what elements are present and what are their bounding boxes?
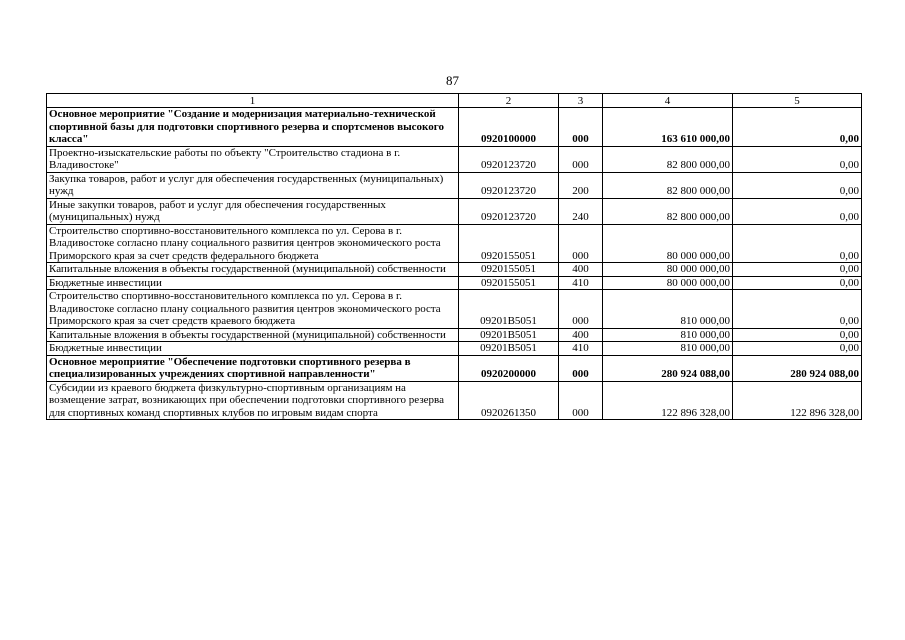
budget-table [46, 93, 862, 420]
row-kind-cell: 400 [559, 328, 603, 342]
row-code-cell: 0920155051 [459, 276, 559, 290]
column-header: 2 [459, 94, 559, 108]
row-name-cell: Иные закупки товаров, работ и услуг для обеспечения государственных (муниципальных) нужд [47, 198, 459, 224]
row-amount-2-cell: 0,00 [733, 263, 862, 277]
row-amount-2-cell: 0,00 [733, 224, 862, 263]
row-name-cell: Капитальные вложения в объекты государственной (муниципальной) собственности [47, 328, 459, 342]
row-code-cell: 0920123720 [459, 146, 559, 172]
row-kind-cell: 000 [559, 381, 603, 420]
row-code-cell: 09201B5051 [459, 290, 559, 329]
table-row [47, 355, 862, 381]
row-amount-1-cell: 82 800 000,00 [603, 146, 733, 172]
row-amount-2-cell: 280 924 088,00 [733, 355, 862, 381]
row-code-cell: 0920123720 [459, 172, 559, 198]
row-kind-cell: 410 [559, 276, 603, 290]
table-row [47, 328, 862, 342]
table-row [47, 276, 862, 290]
row-amount-2-cell: 0,00 [733, 172, 862, 198]
column-header: 1 [47, 94, 459, 108]
row-name-cell: Капитальные вложения в объекты государственной (муниципальной) собственности [47, 263, 459, 277]
table-row [47, 146, 862, 172]
row-kind-cell: 000 [559, 146, 603, 172]
column-header: 4 [603, 94, 733, 108]
row-code-cell: 09201B5051 [459, 328, 559, 342]
table-row [47, 224, 862, 263]
table-row [47, 342, 862, 356]
row-kind-cell: 400 [559, 263, 603, 277]
row-amount-1-cell: 80 000 000,00 [603, 224, 733, 263]
row-amount-2-cell: 0,00 [733, 290, 862, 329]
row-amount-1-cell: 280 924 088,00 [603, 355, 733, 381]
row-kind-cell: 000 [559, 224, 603, 263]
row-code-cell: 0920200000 [459, 355, 559, 381]
table-row [47, 263, 862, 277]
row-name-cell: Основное мероприятие "Создание и модернизация материально-технической спортивной базы для подготовки спортивного резерва и спортсменов высокого класса" [47, 108, 459, 147]
table-row [47, 198, 862, 224]
row-amount-2-cell: 122 896 328,00 [733, 381, 862, 420]
row-amount-2-cell: 0,00 [733, 328, 862, 342]
row-code-cell: 0920155051 [459, 224, 559, 263]
row-code-cell: 0920100000 [459, 108, 559, 147]
table-row [47, 108, 862, 147]
row-amount-2-cell: 0,00 [733, 198, 862, 224]
row-kind-cell: 410 [559, 342, 603, 356]
row-name-cell: Проектно-изыскательские работы по объекту "Строительство стадиона в г. Владивостоке" [47, 146, 459, 172]
row-amount-1-cell: 810 000,00 [603, 328, 733, 342]
row-kind-cell: 000 [559, 290, 603, 329]
row-name-cell: Бюджетные инвестиции [47, 276, 459, 290]
row-amount-1-cell: 122 896 328,00 [603, 381, 733, 420]
row-amount-2-cell: 0,00 [733, 146, 862, 172]
row-amount-1-cell: 80 000 000,00 [603, 276, 733, 290]
table-header-row [47, 94, 862, 108]
page-number: 87 [446, 73, 459, 88]
row-name-cell: Строительство спортивно-восстановительного комплекса по ул. Серова в г. Владивостоке согласно плану социального развития центров экономического роста Приморского края за счет средств федерального бюджета [47, 224, 459, 263]
row-amount-1-cell: 82 800 000,00 [603, 198, 733, 224]
table-row [47, 172, 862, 198]
row-code-cell: 0920155051 [459, 263, 559, 277]
table-row [47, 381, 862, 420]
column-header: 3 [559, 94, 603, 108]
row-amount-2-cell: 0,00 [733, 276, 862, 290]
row-code-cell: 0920261350 [459, 381, 559, 420]
row-amount-1-cell: 80 000 000,00 [603, 263, 733, 277]
row-name-cell: Основное мероприятие "Обеспечение подготовки спортивного резерва в специализированных учреждениях спортивной направленности" [47, 355, 459, 381]
table-row [47, 290, 862, 329]
row-amount-1-cell: 82 800 000,00 [603, 172, 733, 198]
row-amount-2-cell: 0,00 [733, 108, 862, 147]
column-header: 5 [733, 94, 862, 108]
row-kind-cell: 000 [559, 355, 603, 381]
row-name-cell: Строительство спортивно-восстановительного комплекса по ул. Серова в г. Владивостоке согласно плану социального развития центров экономического роста Приморского края за счет средств краевого бюджета [47, 290, 459, 329]
row-kind-cell: 200 [559, 172, 603, 198]
row-code-cell: 0920123720 [459, 198, 559, 224]
row-amount-2-cell: 0,00 [733, 342, 862, 356]
row-kind-cell: 000 [559, 108, 603, 147]
row-amount-1-cell: 163 610 000,00 [603, 108, 733, 147]
row-name-cell: Бюджетные инвестиции [47, 342, 459, 356]
row-name-cell: Закупка товаров, работ и услуг для обеспечения государственных (муниципальных) нужд [47, 172, 459, 198]
row-name-cell: Субсидии из краевого бюджета физкультурно-спортивным организациям на возмещение затрат, возникающих при обеспечении подготовки спортивного резерва для спортивных команд спортивных клубов по игровым видам спорта [47, 381, 459, 420]
row-kind-cell: 240 [559, 198, 603, 224]
row-amount-1-cell: 810 000,00 [603, 290, 733, 329]
row-amount-1-cell: 810 000,00 [603, 342, 733, 356]
row-code-cell: 09201B5051 [459, 342, 559, 356]
